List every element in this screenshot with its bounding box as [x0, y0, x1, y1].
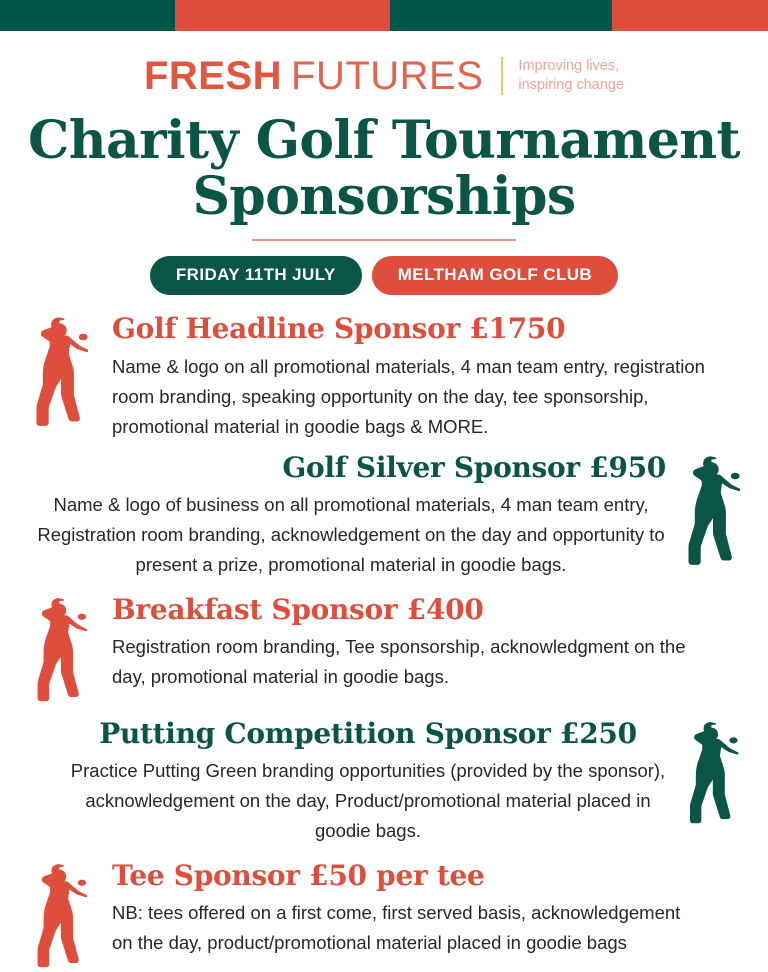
logo-divider-bar [501, 57, 503, 95]
sponsor-tier-title: Tee Sponsor £50 per tee [112, 859, 485, 893]
sponsor-tier-description: Name & logo of business on all promotional materials, 4 man team entry, Registration room branding, acknowledgement on the day and opportunity to present a prize, promotional material in goodie bags. [37, 493, 665, 575]
golfer-icon-orange-1 [26, 313, 90, 431]
top-bar-block-orange-2 [612, 0, 768, 31]
sponsor-tier-body [26, 718, 678, 846]
brand-name-light: FUTURES [291, 54, 484, 98]
sponsor-tier-title: Breakfast Sponsor £400 [112, 592, 484, 626]
sponsor-tier-description: NB: tees offered on a first come, first served basis, acknowledgement on the day, product/promotional material placed in goodie bags [112, 902, 681, 954]
page-title [26, 110, 742, 228]
status-badge-date: FRIDAY 11TH JULY [150, 256, 362, 295]
golfer-icon-green-1 [678, 452, 742, 570]
brand-logo [0, 53, 768, 99]
sponsor-tier-title: Golf Headline Sponsor £1750 [112, 312, 566, 346]
top-bar-block-orange-1 [175, 0, 390, 31]
sponsor-tier-description: Name & logo on all promotional materials, 4 man team entry, registration room branding, speaking opportunity on the day, tee sponsorship, promotional material in goodie bags & MORE. [112, 355, 705, 437]
status-badge-venue: MELTHAM GOLF CLUB [372, 256, 618, 295]
page-title-line-1: Charity Golf Tournament [28, 110, 740, 171]
sponsor-tier-body [90, 313, 742, 441]
top-color-bar [0, 0, 768, 31]
sponsor-tier-body [26, 452, 678, 580]
golfer-icon-orange-3 [26, 860, 90, 972]
golfer-icon-green-2 [678, 718, 742, 828]
sponsor-tier-title: Putting Competition Sponsor £250 [99, 716, 637, 750]
top-bar-block-green-1 [0, 0, 175, 31]
sponsor-tier-description: Practice Putting Green branding opportunities (provided by the sponsor), acknowledgement on the day, Product/promotional material placed in goodie bags. [70, 760, 666, 842]
sponsor-tier-title: Golf Silver Sponsor £950 [282, 450, 666, 484]
title-divider-rule [252, 239, 516, 241]
sponsor-tier-silver [0, 452, 768, 580]
event-badges [0, 256, 768, 295]
brand-name-bold: FRESH [143, 54, 283, 98]
sponsor-tier-putting [0, 718, 768, 846]
sponsor-tier-list [0, 313, 768, 972]
sponsor-tier-breakfast [0, 594, 768, 706]
sponsor-tier-description: Registration room branding, Tee sponsorship, acknowledgment on the day, promotional material in goodie bags. [112, 636, 686, 688]
sponsor-tier-tee [0, 860, 768, 972]
page-title-line-2: Sponsorships [192, 166, 576, 228]
top-bar-block-green-2 [390, 0, 612, 31]
brand-wordmark [144, 56, 483, 96]
brand-tagline: Improving lives, inspiring change [518, 58, 625, 93]
sponsor-tier-body [90, 594, 742, 692]
sponsor-tier-headline [0, 313, 768, 441]
golfer-icon-orange-2 [26, 594, 90, 706]
sponsor-tier-body [90, 860, 742, 958]
